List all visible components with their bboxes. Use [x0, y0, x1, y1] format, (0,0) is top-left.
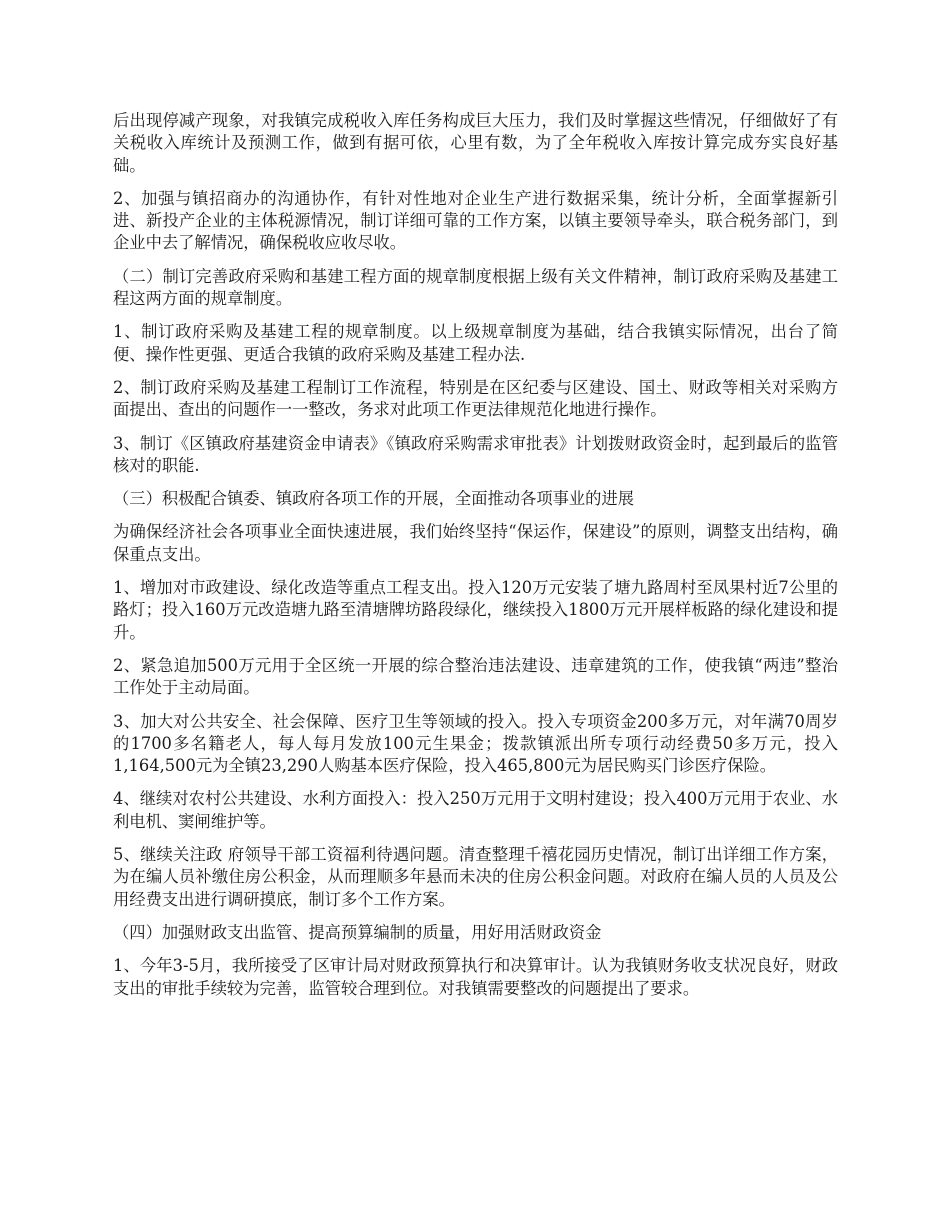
paragraph: 1、增加对市政建设、绿化改造等重点工程支出。投入120万元安装了塘九路周村至凤果村近7公里的路灯；投入160万元改造塘九路至清塘牌坊路段绿化，继续投入1800万元开展样板路的绿化建设和提升。 — [113, 578, 838, 642]
paragraph: 5、继续关注政 府领导干部工资福利待遇问题。清查整理千禧花园历史情况，制订出详细工作方案，为在编人员补缴住房公积金，从而理顺多年悬而未决的住房公积金问题。对政府在编人员的人员及公用经费支出进行调研摸底，制订多个工作方案。 — [113, 845, 838, 909]
section-heading: （四）加强财政支出监管、提高预算编制的质量，用好用活财政资金 — [113, 922, 602, 942]
paragraph: 3、制订《区镇政府基建资金申请表》《镇政府采购需求审批表》计划拨财政资金时，起到最后的监管核对的职能. — [113, 433, 838, 475]
paragraph: 1、制订政府采购及基建工程的规章制度。以上级规章制度为基础，结合我镇实际情况，出台了简便、操作性更强、更适合我镇的政府采购及基建工程办法. — [113, 322, 838, 364]
document-body — [113, 110, 838, 1011]
section-heading: （三）积极配合镇委、镇政府各项工作的开展，全面推动各项事业的进展 — [113, 489, 635, 509]
paragraph: 为确保经济社会各项事业全面快速进展，我们始终坚持“保运作，保建设”的原则，调整支出结构，确保重点支出。 — [113, 522, 838, 564]
paragraph: 2、紧急追加500万元用于全区统一开展的综合整治违法建设、违章建筑的工作，使我镇“两违”整治工作处于主动局面。 — [113, 655, 838, 698]
paragraph: 3、加大对公共安全、社会保障、医疗卫生等领域的投入。投入专项资金200多万元，对年满70周岁的1700多名籍老人，每人每月发放100元生果金；拨款镇派出所专项行动经费50多万元，投入1,164,500元为全镇23,290人购基本医疗保险，投入465,800元为居民购买门诊医疗保险。 — [113, 711, 838, 776]
paragraph: 4、继续对农村公共建设、水利方面投入：投入250万元用于文明村建设；投入400万元用于农业、水利电机、窦闸维护等。 — [113, 789, 838, 831]
paragraph: 1、今年3-5月，我所接受了区审计局对财政预算执行和决算审计。认为我镇财务收支状况良好，财政支出的审批手续较为完善，监管较合理到位。对我镇需要整改的问题提出了要求。 — [113, 956, 838, 998]
paragraph: 2、制订政府采购及基建工程制订工作流程，特别是在区纪委与区建设、国土、财政等相关对采购方面提出、查出的问题作一一整改，务求对此项工作更法律规范化地进行操作。 — [113, 377, 838, 420]
paragraph: 2、加强与镇招商办的沟通协作，有针对性地对企业生产进行数据采集，统计分析，全面掌握新引进、新投产企业的主体税源情况，制订详细可靠的工作方案，以镇主要领导牵头，联合税务部门，到企业中去了解情况，确保税收应收尽收。 — [113, 188, 838, 253]
section-heading: （二）制订完善政府采购和基建工程方面的规章制度根据上级有关文件精神，制订政府采购及基建工程这两方面的规章制度。 — [113, 266, 838, 309]
paragraph: 后出现停减产现象，对我镇完成税收入库任务构成巨大压力，我们及时掌握这些情况，仔细做好了有关税收入库统计及预测工作，做到有据可依，心里有数，为了全年税收入库按计算完成夯实良好基础。 — [113, 111, 838, 175]
